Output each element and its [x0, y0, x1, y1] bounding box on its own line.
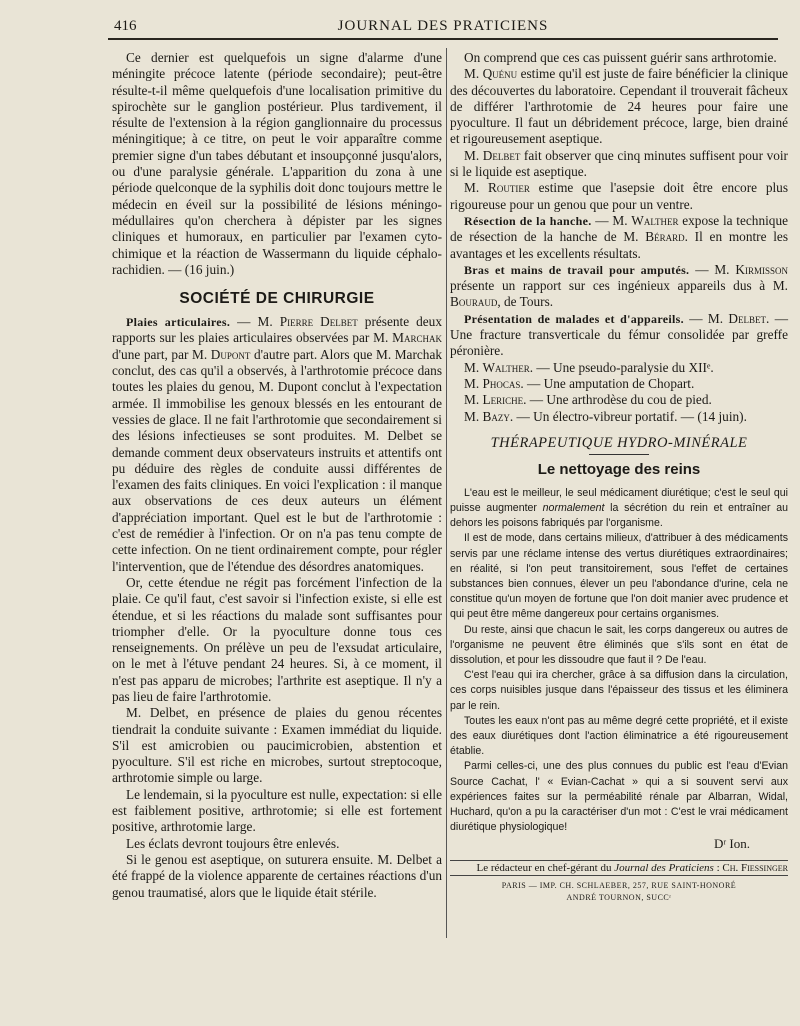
author-name: Phocas [482, 375, 521, 391]
editor-label: Le rédacteur en chef-gérant du [476, 861, 615, 874]
prefix: M. [464, 392, 483, 408]
routier-paragraph [450, 180, 788, 213]
intro-paragraph: Ce dernier est quelquefois un signe d'alarme d'une méningite précoce latente (période secondaire); peut-être résulte-t-il même quelquefois d'une localisation primitive du spirochète sur le ganglion postérieur. Plus tardivement, il résulte de l'extension à la région ganglionnaire du processus méningitique; à ce titre, on peut le voir apparaître comme premier signe d'un tabes débutant et insoupçonné jusqu'alors, ou d'une paralysie générale. L'apparition du zona à une période quelconque de la syphilis doit donc toujours mettre le médecin en éveil sur la possibilité de lésions méningo-médullaires qu'on cherchera à dépister par les signes cliniques et humoraux, en particulier par l'examen cyto-chimique et la réaction de Wassermann du liquide céphalo-rachidien. — (16 juin.) [112, 50, 442, 277]
article-paragraph [450, 486, 788, 532]
author-name: Bouraud [450, 294, 498, 310]
text: . — Une pseudo-paralysie du XIIᵉ. [529, 359, 714, 375]
paragraph: Si le genou est aseptique, on suturera ensuite. M. Delbet a été frappé de la violence apparente de certaines réactions d'un genou traumatisé, alors que le liquide était stérile. [112, 851, 442, 900]
resection-paragraph [450, 213, 788, 262]
printer-line: PARIS — IMP. CH. SCHLAEBER, 257, RUE SAINT-HONORÉ [501, 880, 737, 890]
printer-imprint [450, 880, 788, 904]
text: L'eau est le meilleur, le seul médicament diurétique; c'est le seul qui puisse augmenter [450, 486, 788, 515]
page-number: 416 [114, 18, 137, 34]
author-name: Pierre Delbet [279, 314, 358, 330]
author-name: Walther [631, 212, 679, 228]
text: la sécrétion du rein et entraîner au dehors les poisons fabriqués par l'organisme. [450, 502, 788, 530]
prefix: M. [464, 375, 483, 391]
bras-paragraph [450, 262, 788, 311]
author-name: Marchak [392, 330, 442, 346]
paragraph: M. Delbet, en présence de plaies du genou récentes tiendrait la conduite suivante : Examen immédiat du liquide. S'il est amicrobien ou paucimicrobien, abstention et pyoculture. S'il est riche en microbes, surtout streptocoque, arthrotomie simple ou large. [112, 705, 442, 786]
paragraph: Or, cette étendue ne régit pas forcément l'infection de la plaie. Ce qu'il faut, c'est savoir si l'infection existe, si elle est étendue, et si les réactions du malade sont suffisantes pour triompher d'elle. Or la pyoculture donne tous ces renseignements. On prélève un peu de l'exsudat articulaire, on le met à l'étuve pendant 24 heures. Si, à ce moment, il n'est pas apparu de microbes; l'arthrite est aseptique. Il n'y a pas lieu de faire l'arthrotomie. [112, 574, 442, 704]
delbet-paragraph [450, 148, 788, 181]
text: présente un rapport sur ces ingénieux appareils dus à M. [450, 278, 788, 294]
bras-heading: Bras et mains de travail pour amputés. [464, 262, 690, 277]
paragraph: Le lendemain, si la pyoculture est nulle, expectation: si elle est faiblement positive, arthrotomie; si elle est fortement positive, arthrotomie large. [112, 786, 442, 835]
signature: Dʳ Ion. [713, 835, 750, 851]
author-name: Routier [487, 180, 530, 196]
queno-paragraph [450, 66, 788, 147]
text: . — Une arthrodèse du cou de pied. [523, 392, 712, 408]
presentation-heading: Présentation de malades et d'appareils. [464, 311, 684, 326]
plaies-dash: — M. [230, 314, 280, 330]
rubric-rule [589, 454, 649, 455]
section-title: SOCIÉTÉ DE CHIRURGIE [179, 290, 375, 308]
walther-item [450, 360, 788, 376]
journal-title: JOURNAL DES PRATICIENS [337, 18, 549, 34]
text: , de Tours. [497, 294, 554, 310]
paragraph: Les éclats devront toujours être enlevés. [126, 835, 340, 851]
prefix: M. [464, 147, 483, 163]
author-name: Walther [482, 359, 530, 375]
column-divider [446, 48, 447, 938]
plaies-text-1: présente deux rapports sur les plaies articulaires observées par M. [112, 314, 442, 346]
bazy-item [450, 409, 788, 425]
text: . — Un électro-vibreur portatif. — (14 juin). [509, 408, 747, 424]
editor-journal: Journal des Praticiens [614, 861, 714, 874]
author-name: Delbet [728, 310, 767, 326]
editor-line [450, 860, 788, 876]
text: . Il en montre les avantages et les excellents résultats. [450, 229, 789, 261]
author-name: Quénu [482, 66, 518, 82]
prefix: M. [464, 408, 483, 424]
author-name: Dupont [210, 346, 251, 362]
plaies-text-2: d'une part, par M. [112, 346, 211, 362]
editor-name: : Ch. Fiessinger [713, 861, 788, 874]
phocas-item [450, 376, 788, 392]
plaies-heading: Plaies articulaires. [126, 315, 231, 330]
prefix: M. [464, 359, 483, 375]
resection-heading: Résection de la hanche. [464, 213, 592, 228]
printer-line: ANDRÉ TOURNON, SUCCʳ [566, 892, 672, 902]
author-name: Leriche [482, 392, 524, 408]
article-paragraph: Parmi celles-ci, une des plus connues du public est l'eau d'Evian Source Cachat, l' « Evian-Cachat » qui a si souvent servi aux expériences faites sur la perméabilité rénale par Albarran, Widal, Huchard, qu'on a pu la caractériser d'un mot : C'est le vrai médicament diurétique physiologique! [450, 760, 788, 834]
author-name: Delbet [482, 147, 521, 163]
plaies-text-3: d'autre part. Alors que M. Marchak conclut, des cas qu'il a observés, à l'arthrotomie précoce dans toutes les plaies du genou, M. Dupont conclut à l'expectation armée. Il immobilise les genoux blessés en les entourant de vessies de glace. Il ne fait l'arthrotomie que secondairement si des lésions infectieuses se sont produites. M. Delbet se demande comment deux observateurs instruits et attentifs ont pu déduire des règles de conduite aussi différentes de l'examen des faits cliniques. En voici l'explication : il manque aux observations de ces deux auteurs un élément d'appréciation important. Quel est le but de l'arthrotomie : c'est de remédier à l'infection. Or on n'a pas tenu compte de cette infection. On ne tient ordinairement compte, pour régler l'intervention, que de l'étendue des désordres anatomiques. [112, 346, 442, 574]
author-name: Kirmisson [735, 261, 788, 277]
text: expose la technique de résection de la hanche de M. [450, 212, 788, 245]
text: estime que l'asepsie doit être encore plus rigoureuse pour un genou que pour un ventre. [450, 180, 788, 212]
article-paragraph: C'est l'eau qui ira chercher, grâce à sa diffusion dans la circulation, ces corps nuisibles jusque dans l'épaisseur des tissus et les éliminera par le rein. [450, 669, 788, 712]
author-name: Bazy [482, 408, 510, 424]
running-head [108, 16, 778, 40]
article-paragraph: Toutes les eaux n'ont pas au même degré cette propriété, et il existe des eaux diurétiques dont l'action éliminatrice a été rigoureusement établie. [450, 714, 788, 758]
dash: — M. [683, 310, 729, 326]
prefix: M. [464, 66, 483, 82]
right-column [450, 50, 788, 904]
text: . — Une fracture transverticale du fémur consolidée par greffe péronière. [450, 310, 788, 359]
presentation-paragraph [450, 311, 788, 360]
rubric-title: THÉRAPEUTIQUE HYDRO-MINÉRALE [490, 434, 748, 451]
leriche-item [450, 392, 788, 408]
prefix: M. [464, 180, 488, 196]
dash: — M. [591, 212, 632, 228]
paragraph: On comprend que ces cas puissent guérir sans arthrotomie. [464, 50, 777, 65]
text: fait observer que cinq minutes suffisent pour voir si le liquide est aseptique. [450, 147, 788, 180]
plaies-paragraph [112, 314, 442, 575]
dash: — M. [689, 261, 736, 277]
author-name: Bérard [645, 229, 685, 245]
left-column [112, 50, 442, 901]
article-paragraph: Il est de mode, dans certains milieux, d'attribuer à des médicaments servis par une réclame intense des vertus diurétiques extraordinaires; en réalité, si l'on peut transitoirement, sous l'effet de certaines substances bien connues, élever un peu l'abondance d'urine, cela ne constitue qu'un moyen de fortune que l'on doit manier avec prudence et qui peut être même dangereux pour certains organismes. [450, 532, 788, 621]
text: . — Une amputation de Chopart. [520, 375, 695, 391]
emphasis: normalement [542, 502, 605, 515]
article-paragraph: Du reste, ainsi que chacun le sait, les corps dangereux ou autres de l'organisme ne peuvent être éliminés que s'ils sont en état de dissolution, et pour les dissoudre que faut il ? De l'eau. [450, 623, 788, 667]
article-title: Le nettoyage des reins [537, 460, 701, 478]
text: estime qu'il est juste de faire bénéficier la clinique des découvertes du laboratoire. Cependant il trouverait fâcheux de différer l'arthrotomie de 24 heures pour faire une pyoculture. Il faut un débridement précoce, large, bien drainé et rigoureusement aseptique. [450, 66, 788, 147]
